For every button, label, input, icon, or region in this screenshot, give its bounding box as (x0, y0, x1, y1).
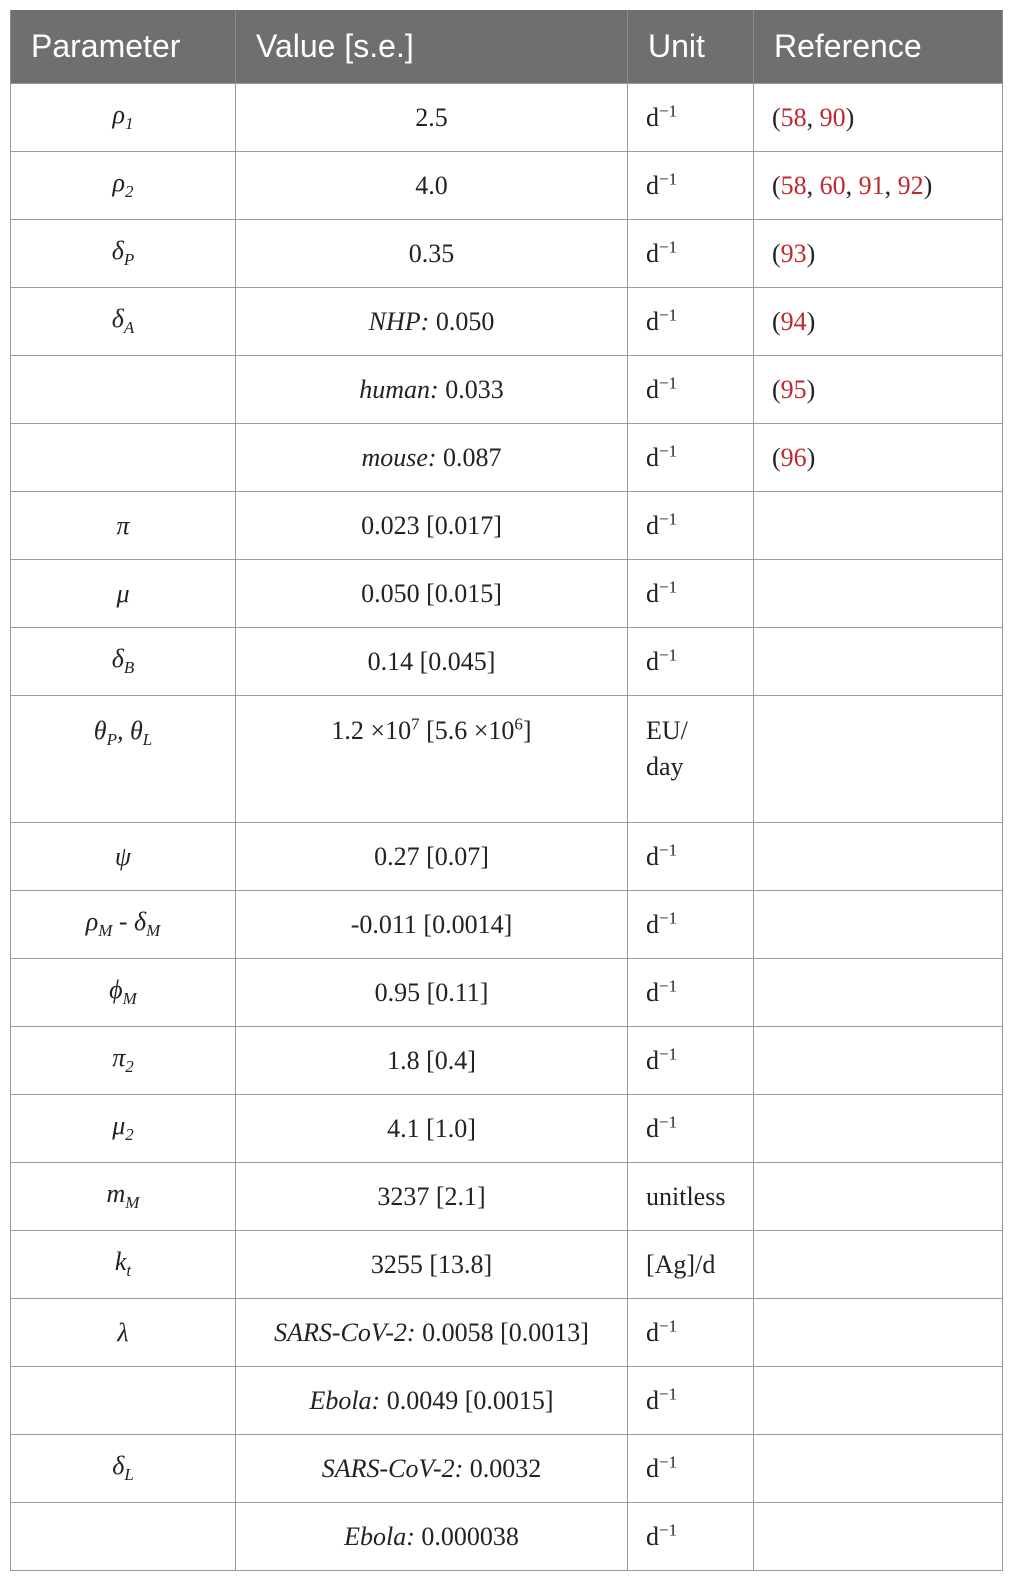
parameter-cell (11, 424, 236, 492)
unit-cell: $d^{-1}$ (628, 1027, 754, 1095)
table-row (11, 1503, 1003, 1571)
parameter-cell: $\phi_M$ (11, 959, 236, 1027)
reference-cell (754, 1231, 1003, 1299)
reference-link[interactable]: 95 (780, 374, 807, 404)
parameter-cell: $\delta_B$ (11, 628, 236, 696)
value-cell: SARS-CoV-2: 0.0058 [0.0013] (236, 1299, 628, 1367)
reference-link[interactable]: 58 (780, 170, 807, 200)
reference-cell (754, 823, 1003, 891)
header-unit: Unit (628, 10, 754, 84)
table-row (11, 1367, 1003, 1435)
reference-cell (754, 560, 1003, 628)
parameter-table (10, 10, 1003, 1571)
table-row (11, 84, 1003, 152)
unit-cell: EU/ day (628, 696, 754, 823)
value-cell: $1.2 \times 10^7$ $[5.6 \times 10^6]$ (236, 696, 628, 823)
table-row (11, 891, 1003, 959)
table-row (11, 152, 1003, 220)
header-reference: Reference (754, 10, 1003, 84)
table-row (11, 1163, 1003, 1231)
value-cell: mouse: 0.087 (236, 424, 628, 492)
unit-cell: $d^{-1}$ (628, 1095, 754, 1163)
reference-link[interactable]: 91 (858, 170, 885, 200)
parameter-cell: π (11, 492, 236, 560)
parameter-cell: $\mu_2$ (11, 1095, 236, 1163)
reference-cell (754, 959, 1003, 1027)
parameter-cell: $k_t$ (11, 1231, 236, 1299)
value-cell: -0.011 [0.0014] (236, 891, 628, 959)
unit-cell: $d^{-1}$ (628, 628, 754, 696)
parameter-cell: $\delta_A$ (11, 288, 236, 356)
value-cell: 0.023 [0.017] (236, 492, 628, 560)
parameter-cell: $\rho_1$ (11, 84, 236, 152)
parameter-cell: μ (11, 560, 236, 628)
table-row (11, 424, 1003, 492)
unit-cell: $d^{-1}$ (628, 891, 754, 959)
unit-cell: $d^{-1}$ (628, 1503, 754, 1571)
unit-cell: $d^{-1}$ (628, 152, 754, 220)
unit-cell: $d^{-1}$ (628, 220, 754, 288)
table-row (11, 288, 1003, 356)
table-row (11, 356, 1003, 424)
header-parameter: Parameter (11, 10, 236, 84)
table-row (11, 823, 1003, 891)
reference-link[interactable]: 96 (780, 442, 807, 472)
table-row (11, 696, 1003, 823)
reference-cell: (94) (754, 288, 1003, 356)
value-cell: 0.050 [0.015] (236, 560, 628, 628)
unit-cell: $d^{-1}$ (628, 823, 754, 891)
reference-link[interactable]: 90 (819, 102, 846, 132)
unit-cell: $d^{-1}$ (628, 1435, 754, 1503)
value-cell: Ebola: 0.000038 (236, 1503, 628, 1571)
reference-cell (754, 1367, 1003, 1435)
value-label: mouse: (361, 442, 437, 472)
reference-cell: (96) (754, 424, 1003, 492)
table-row (11, 1299, 1003, 1367)
table-row (11, 1095, 1003, 1163)
reference-cell (754, 891, 1003, 959)
table-row (11, 1231, 1003, 1299)
reference-cell: (58, 60, 91, 92) (754, 152, 1003, 220)
parameter-cell (11, 1367, 236, 1435)
reference-cell: (58, 90) (754, 84, 1003, 152)
value-label: NHP: (368, 306, 430, 336)
value-cell: 4.0 (236, 152, 628, 220)
table-row (11, 492, 1003, 560)
header-value: Value [s.e.] (236, 10, 628, 84)
parameter-cell: ψ (11, 823, 236, 891)
value-label: Ebola: (309, 1385, 381, 1415)
parameter-cell: $\delta_P$ (11, 220, 236, 288)
value-cell: 3237 [2.1] (236, 1163, 628, 1231)
unit-cell: $d^{-1}$ (628, 84, 754, 152)
unit-cell: [Ag]/d (628, 1231, 754, 1299)
value-label: SARS-CoV-2: (274, 1317, 416, 1347)
reference-link[interactable]: 94 (780, 306, 807, 336)
value-label: SARS-CoV-2: (321, 1453, 464, 1483)
reference-cell (754, 628, 1003, 696)
parameter-cell: $\theta_P$, $\theta_L$ (11, 696, 236, 823)
parameter-cell: $\pi_2$ (11, 1027, 236, 1095)
parameter-cell: λ (11, 1299, 236, 1367)
unit-cell: $d^{-1}$ (628, 288, 754, 356)
table-row (11, 628, 1003, 696)
value-cell: 3255 [13.8] (236, 1231, 628, 1299)
reference-link[interactable]: 93 (780, 238, 807, 268)
value-cell: SARS-CoV-2: 0.0032 (236, 1435, 628, 1503)
value-cell: 0.95 [0.11] (236, 959, 628, 1027)
value-cell: NHP: 0.050 (236, 288, 628, 356)
table-row (11, 1027, 1003, 1095)
reference-cell (754, 1163, 1003, 1231)
value-label: Ebola: (344, 1521, 415, 1551)
value-cell: human: 0.033 (236, 356, 628, 424)
unit-cell: $d^{-1}$ (628, 492, 754, 560)
parameter-cell (11, 1503, 236, 1571)
value-cell: Ebola: 0.0049 [0.0015] (236, 1367, 628, 1435)
reference-cell: (93) (754, 220, 1003, 288)
reference-cell (754, 1435, 1003, 1503)
parameter-cell: $\delta_L$ (11, 1435, 236, 1503)
table-row (11, 1435, 1003, 1503)
value-cell: 0.27 [0.07] (236, 823, 628, 891)
reference-link[interactable]: 92 (897, 170, 924, 200)
reference-cell (754, 696, 1003, 823)
table-header (11, 10, 1003, 84)
unit-cell: $d^{-1}$ (628, 1367, 754, 1435)
value-cell: 4.1 [1.0] (236, 1095, 628, 1163)
unit-cell: $d^{-1}$ (628, 959, 754, 1027)
value-cell: 0.35 (236, 220, 628, 288)
unit-cell: $d^{-1}$ (628, 1299, 754, 1367)
parameter-cell: $m_M$ (11, 1163, 236, 1231)
value-cell: 1.8 [0.4] (236, 1027, 628, 1095)
reference-cell (754, 1503, 1003, 1571)
reference-cell (754, 1095, 1003, 1163)
reference-cell (754, 1299, 1003, 1367)
unit-cell: $d^{-1}$ (628, 356, 754, 424)
table-row (11, 220, 1003, 288)
unit-cell: $d^{-1}$ (628, 560, 754, 628)
reference-link[interactable]: 60 (819, 170, 846, 200)
value-cell: 2.5 (236, 84, 628, 152)
table-body (11, 84, 1003, 1571)
unit-cell: unitless (628, 1163, 754, 1231)
parameter-cell (11, 356, 236, 424)
parameter-cell: $\rho_M - \delta_M$ (11, 891, 236, 959)
unit-cell: $d^{-1}$ (628, 424, 754, 492)
reference-link[interactable]: 58 (780, 102, 807, 132)
parameter-cell: $\rho_2$ (11, 152, 236, 220)
table-row (11, 959, 1003, 1027)
table-row (11, 560, 1003, 628)
value-cell: 0.14 [0.045] (236, 628, 628, 696)
reference-cell (754, 1027, 1003, 1095)
value-label: human: (359, 374, 439, 404)
reference-cell: (95) (754, 356, 1003, 424)
reference-cell (754, 492, 1003, 560)
